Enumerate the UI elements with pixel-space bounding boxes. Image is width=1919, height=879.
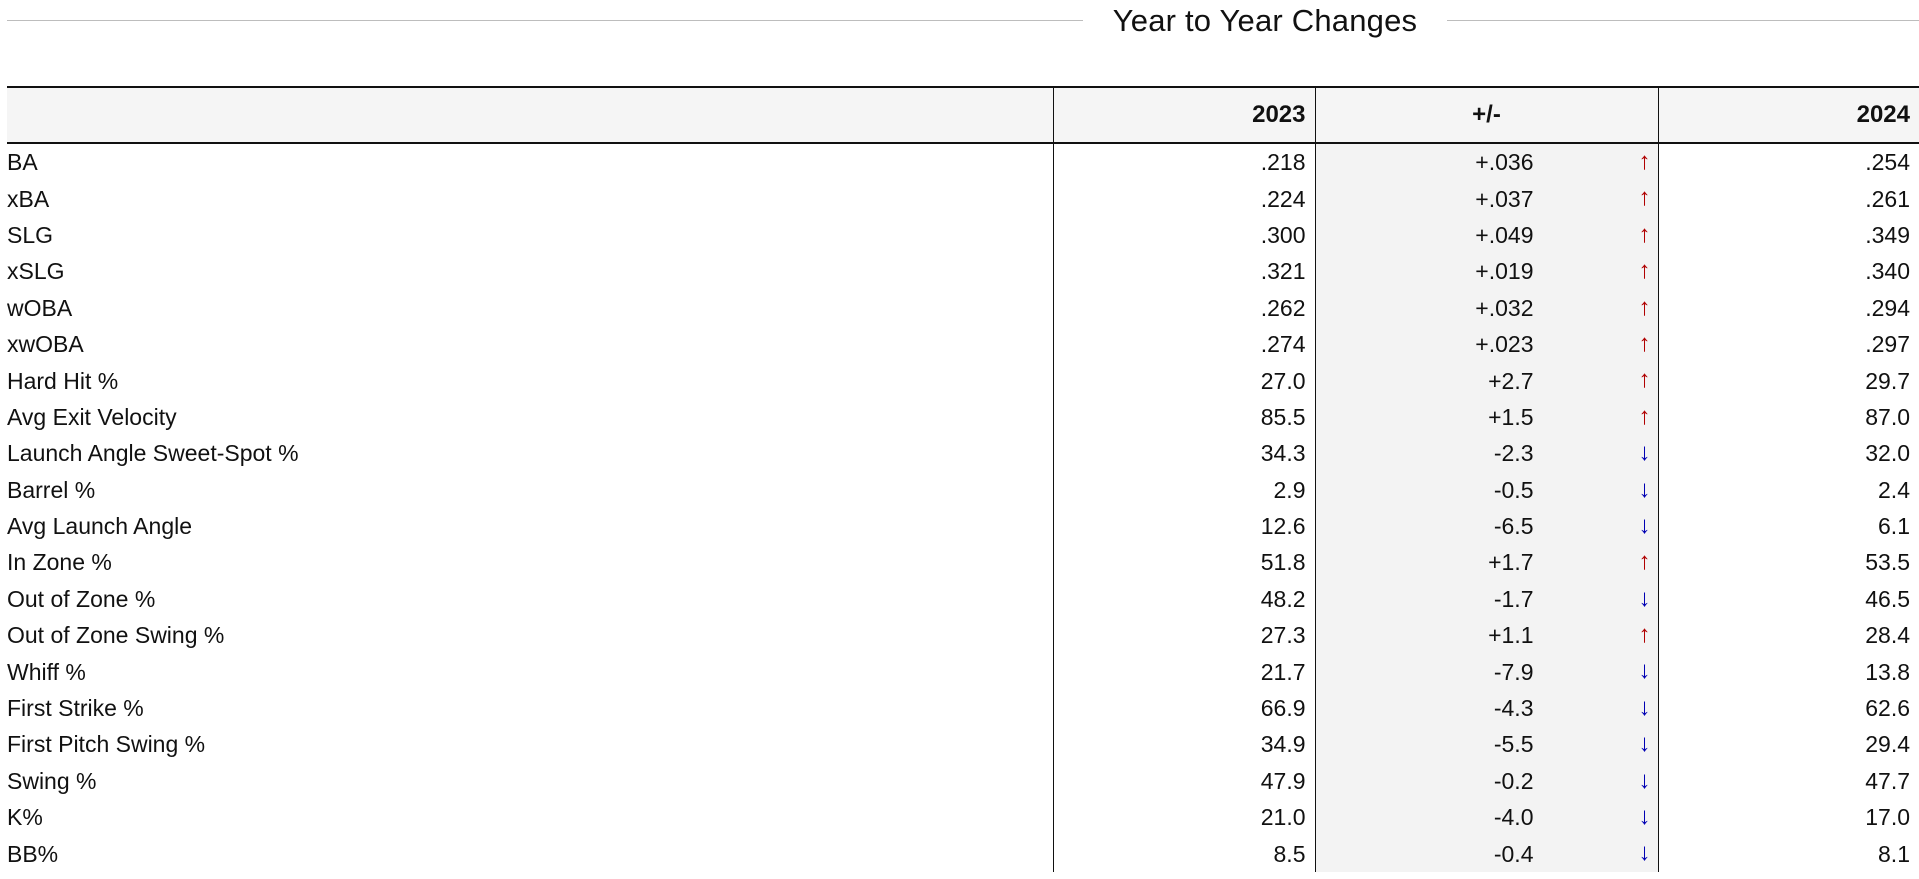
metric-name: xSLG [7, 258, 65, 285]
table-row [7, 290, 1919, 326]
value-change [1315, 435, 1658, 471]
table-row [7, 326, 1919, 362]
value-change [1315, 763, 1658, 799]
value-change [1315, 399, 1658, 435]
value-2024: .349 [1658, 217, 1919, 253]
value-2023: 48.2 [1053, 581, 1315, 617]
metric-name: SLG [7, 221, 54, 248]
value-2024: 46.5 [1658, 581, 1919, 617]
value-change [1315, 690, 1658, 726]
value-change [1315, 653, 1658, 689]
year-to-year-table [7, 86, 1919, 872]
arrow-up-icon: ↑ [1638, 293, 1651, 321]
table-header-row [7, 87, 1919, 143]
value-2024: 47.7 [1658, 763, 1919, 799]
change-value: -4.0 [1493, 804, 1534, 831]
table-row [7, 835, 1919, 871]
change-value: -0.5 [1493, 476, 1534, 503]
arrow-up-icon: ↑ [1638, 402, 1651, 430]
value-change [1315, 180, 1658, 216]
value-change [1315, 544, 1658, 580]
header-year-2023[interactable]: 2023 [1053, 87, 1315, 143]
value-change [1315, 217, 1658, 253]
value-2023: 8.5 [1053, 835, 1315, 871]
value-2024: 29.7 [1658, 362, 1919, 398]
arrow-down-icon: ↓ [1638, 475, 1651, 503]
header-metric[interactable] [7, 87, 1053, 143]
value-2023: 27.0 [1053, 362, 1315, 398]
value-change [1315, 253, 1658, 289]
section-divider-right [1447, 20, 1919, 21]
table-header [7, 87, 1919, 143]
value-2023: 12.6 [1053, 508, 1315, 544]
table-row [7, 799, 1919, 835]
table-row [7, 435, 1919, 471]
value-2023: 27.3 [1053, 617, 1315, 653]
value-2023: 21.0 [1053, 799, 1315, 835]
metric-name: Avg Launch Angle [7, 513, 193, 540]
arrow-up-icon: ↑ [1638, 184, 1651, 212]
value-2024: 87.0 [1658, 399, 1919, 435]
value-change [1315, 362, 1658, 398]
arrow-down-icon: ↓ [1638, 839, 1651, 867]
arrow-down-icon: ↓ [1638, 657, 1651, 685]
metric-name: xBA [7, 185, 50, 212]
arrow-up-icon: ↑ [1638, 621, 1651, 649]
metric-name: Swing % [7, 767, 97, 794]
value-2024: 17.0 [1658, 799, 1919, 835]
table-row [7, 653, 1919, 689]
table-row [7, 362, 1919, 398]
table-body [7, 143, 1919, 872]
value-2024: 29.4 [1658, 726, 1919, 762]
value-2024: .294 [1658, 290, 1919, 326]
metric-name: In Zone % [7, 549, 112, 576]
arrow-down-icon: ↓ [1638, 803, 1651, 831]
table-row [7, 726, 1919, 762]
metric-name: BA [7, 149, 38, 176]
table-row [7, 253, 1919, 289]
value-2024: 53.5 [1658, 544, 1919, 580]
table-row [7, 544, 1919, 580]
metric-name: Whiff % [7, 658, 86, 685]
arrow-up-icon: ↑ [1638, 548, 1651, 576]
value-change [1315, 799, 1658, 835]
header-year-2024[interactable]: 2024 [1658, 87, 1919, 143]
table-row [7, 180, 1919, 216]
table-row [7, 508, 1919, 544]
table-row [7, 617, 1919, 653]
value-2024: 28.4 [1658, 617, 1919, 653]
change-value: -1.7 [1493, 585, 1534, 612]
value-2024: 13.8 [1658, 653, 1919, 689]
value-change [1315, 726, 1658, 762]
metric-name: Out of Zone Swing % [7, 622, 225, 649]
metric-name: Avg Exit Velocity [7, 403, 177, 430]
metric-name: First Pitch Swing % [7, 731, 206, 758]
metric-name: xwOBA [7, 331, 84, 358]
value-2024: 6.1 [1658, 508, 1919, 544]
metric-name: Barrel % [7, 476, 96, 503]
arrow-down-icon: ↓ [1638, 439, 1651, 467]
arrow-up-icon: ↑ [1638, 148, 1651, 175]
value-2024: .340 [1658, 253, 1919, 289]
arrow-up-icon: ↑ [1638, 220, 1651, 248]
arrow-down-icon: ↓ [1638, 730, 1651, 758]
value-change [1315, 617, 1658, 653]
metric-name: First Strike % [7, 695, 144, 722]
value-2023: .224 [1053, 180, 1315, 216]
value-change [1315, 472, 1658, 508]
value-2023: .274 [1053, 326, 1315, 362]
value-change [1315, 326, 1658, 362]
table-row [7, 763, 1919, 799]
value-2024: .261 [1658, 180, 1919, 216]
value-2023: 47.9 [1053, 763, 1315, 799]
value-2023: 66.9 [1053, 690, 1315, 726]
value-2024: .297 [1658, 326, 1919, 362]
arrow-up-icon: ↑ [1638, 366, 1651, 394]
header-difference[interactable]: +/- [1315, 87, 1658, 143]
metric-name: K% [7, 804, 43, 831]
section-divider-left [7, 20, 1083, 21]
change-value: +2.7 [1488, 367, 1534, 394]
change-value: +.037 [1475, 185, 1534, 212]
value-2023: 34.9 [1053, 726, 1315, 762]
table-row [7, 690, 1919, 726]
value-change [1315, 581, 1658, 617]
table-row [7, 143, 1919, 180]
table-row [7, 217, 1919, 253]
change-value: +.023 [1475, 331, 1534, 358]
arrow-up-icon: ↑ [1638, 329, 1651, 357]
metric-name: BB% [7, 840, 59, 867]
value-2023: .262 [1053, 290, 1315, 326]
year-to-year-table-container [7, 86, 1919, 872]
value-2023: 2.9 [1053, 472, 1315, 508]
value-2024: 32.0 [1658, 435, 1919, 471]
arrow-down-icon: ↓ [1638, 766, 1651, 794]
table-row [7, 399, 1919, 435]
arrow-down-icon: ↓ [1638, 511, 1651, 539]
change-value: +.036 [1475, 149, 1534, 176]
change-value: -5.5 [1493, 731, 1534, 758]
change-value: -2.3 [1493, 440, 1534, 467]
value-2024: 8.1 [1658, 835, 1919, 871]
metric-name: Hard Hit % [7, 367, 119, 394]
change-value: +.049 [1475, 221, 1534, 248]
value-2023: 21.7 [1053, 653, 1315, 689]
value-2024: .254 [1658, 143, 1919, 180]
value-2023: 85.5 [1053, 399, 1315, 435]
section-title: Year to Year Changes [1112, 3, 1418, 38]
value-change [1315, 508, 1658, 544]
table-row [7, 472, 1919, 508]
change-value: -6.5 [1493, 513, 1534, 540]
table-row [7, 581, 1919, 617]
change-value: +.032 [1475, 294, 1534, 321]
change-value: +1.1 [1488, 622, 1534, 649]
change-value: -0.4 [1493, 840, 1534, 867]
change-value: -0.2 [1493, 767, 1534, 794]
value-2023: .218 [1053, 143, 1315, 180]
change-value: -4.3 [1493, 695, 1534, 722]
change-value: +1.7 [1488, 549, 1534, 576]
arrow-down-icon: ↓ [1638, 693, 1651, 721]
value-change [1315, 835, 1658, 871]
metric-name: Launch Angle Sweet-Spot % [7, 440, 299, 467]
section-header [7, 0, 1919, 42]
arrow-down-icon: ↓ [1638, 584, 1651, 612]
metric-name: wOBA [7, 294, 73, 321]
metric-name: Out of Zone % [7, 585, 156, 612]
change-value: +1.5 [1488, 403, 1534, 430]
value-2024: 62.6 [1658, 690, 1919, 726]
value-2023: 34.3 [1053, 435, 1315, 471]
change-value: -7.9 [1493, 658, 1534, 685]
arrow-up-icon: ↑ [1638, 257, 1651, 285]
value-2023: .321 [1053, 253, 1315, 289]
value-2023: .300 [1053, 217, 1315, 253]
value-change [1315, 143, 1658, 180]
value-2023: 51.8 [1053, 544, 1315, 580]
value-2024: 2.4 [1658, 472, 1919, 508]
value-change [1315, 290, 1658, 326]
change-value: +.019 [1475, 258, 1534, 285]
